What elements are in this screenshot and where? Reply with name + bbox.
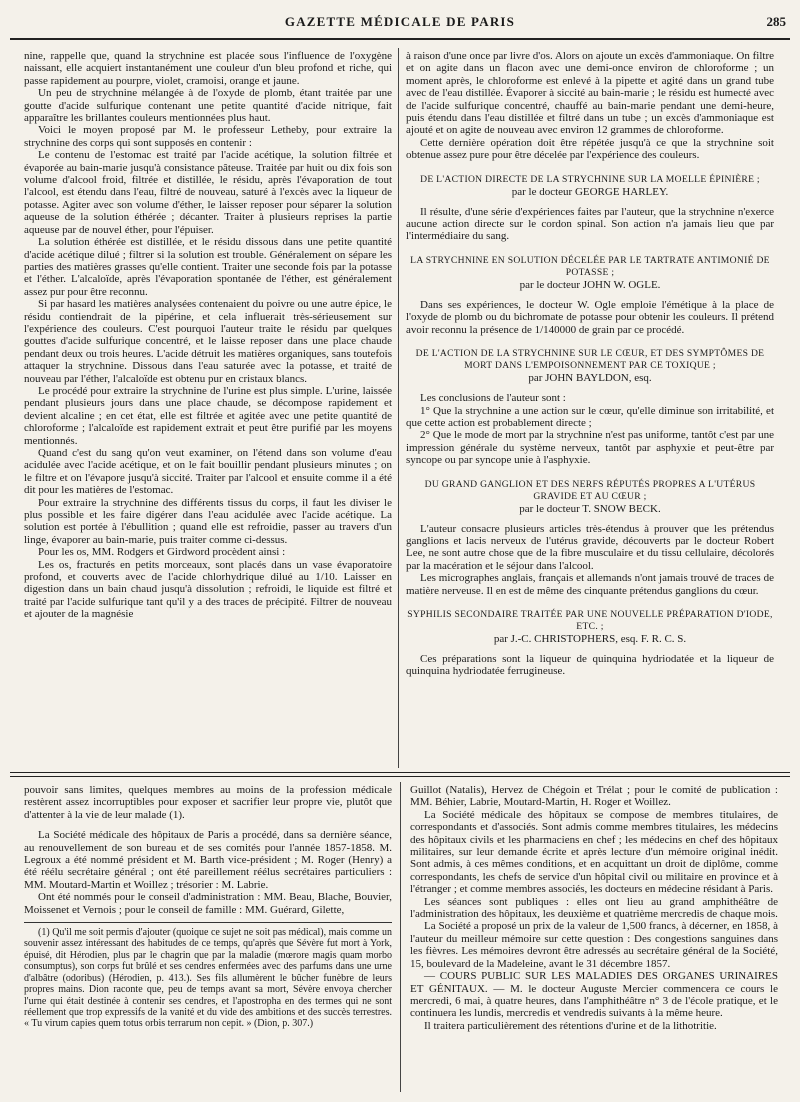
footnote-rule [24, 922, 392, 923]
section-heading [406, 348, 774, 384]
paragraph: Cette dernière opération doit être répétée jusqu'à ce que la strychnine soit obtenue assez pure pour être décelée par l'expérience des couleurs. [406, 136, 774, 162]
paragraph: Le procédé pour extraire la strychnine de l'urine est plus simple. L'urine, laissée pendant plusieurs jours dans une place chaude, se décompose rapidement et devient alcaline ; en cet état, elle est filtrée et agitée avec une petite quantité de chloroforme ; l'alcaloïde est rapidement extrait et peut être purifié par les moyens mentionnés. [24, 384, 392, 447]
section-heading [406, 609, 774, 645]
page-header [0, 14, 800, 36]
paragraph: La Société médicale des hôpitaux se compose de membres titulaires, de correspondants et d'associés. Sont admis comme membres titulaires, les médecins des hôpitaux civils et les pharmaciens en chef ; les médecins en chef des hôpitaux militaires, sur leur demande écrite et après lecture d'un mémoire original inédit. Sont admis, à ces mêmes conditions, et en acquittant un droit de diplôme, comme correspondants, les chefs de service d'un hôpital civil ou militaire en province et à l'étranger ; et comme membres associés, les docteurs en médecine résidant à Paris. [410, 808, 778, 896]
paragraph: Les micrographes anglais, français et allemands n'ont jamais trouvé de traces de matière nerveuse. Il en est de même des cinquante prétendus ganglions du cœur. [406, 572, 774, 597]
section-byline: par le docteur GEORGE HARLEY. [511, 185, 669, 198]
section-title: DE L'ACTION DE LA STRYCHNINE SUR LE CŒUR, ET DES SYMPTÔMES DE MORT DANS L'EMPOISONNEMENT PAR CE TOXIQUE ; [415, 348, 765, 372]
paragraph: Ces préparations sont la liqueur de quinquina hydriodatée et la liqueur de quinquina hydriodatée ferrugineuse. [406, 652, 774, 678]
paragraph: à raison d'une once par livre d'os. Alors on ajoute un excès d'ammoniaque. On filtre et on agite dans un flacon avec une demi-once environ de chloroforme ; un moment après, le chloroforme est enlevé à la pipette et agité dans un grand tube avec de l'eau distillée. Évaporer à siccité au bain-marie ; le résidu est humecté avec de l'acide sulfurique concentré, chauffé au bain-marie pendant une demi-heure, puis étendu dans l'eau distillée et filtré dans un tube ; un excès d'ammoniaque est ajouté et on agite de nouveau avec environ 12 grammes de chloroforme. [406, 50, 774, 137]
paragraph: Les conclusions de l'auteur sont : [420, 392, 566, 405]
section-title: SYPHILIS SECONDAIRE TRAITÉE PAR UNE NOUVELLE PRÉPARATION D'IODE, ETC. ; [407, 608, 773, 632]
section-byline: par JOHN BAYLDON, esq. [528, 372, 652, 385]
paragraph: Pour extraire la strychnine des différents tissus du corps, il faut les diviser le plus possible et les faire digérer dans l'eau acidulée avec l'acide acétique. La solution est portée à l'ébullition ; quand elle est refroidie, passer au travers d'un linge, évaporer au bain-marie, puis traiter comme ci-dessus. [24, 496, 392, 546]
column-bottom-right [410, 784, 778, 1094]
column-bottom-left [24, 784, 392, 1094]
header-rule [10, 38, 790, 40]
paragraph: La Société médicale des hôpitaux de Paris a procédé, dans sa dernière séance, au renouvellement de son bureau et de ses comités pour l'année 1857-1858. M. Legroux a été nommé président et M. Barth vice-président ; M. Roger (Henry) a été réélu secrétaire général ; ont été pareillement réélus secrétaires particuliers : MM. Moutard-Martin et Woillez ; trésorier : M. Labrie. [24, 829, 392, 891]
paragraph: La Société a proposé un prix de la valeur de 1,500 francs, à décerner, en 1858, à l'auteur du meilleur mémoire sur cette question : Des congestions sanguines dans les fièvres. Les mémoires devront être adressés au secrétaire général de la Société, 15, boulevard de la Madeleine, avant le 31 décembre 1857. [410, 920, 778, 970]
paragraph: Un peu de strychnine mélangée à de l'oxyde de plomb, étant traitée par une goutte d'acide sulfurique contenant une petite quantité d'acide nitrique, fait apparaître les brillantes couleurs mentionnées plus haut. [24, 87, 392, 125]
page-number: 285 [766, 14, 786, 29]
paragraph: Il traitera particulièrement des rétentions d'urine et de la lithotritie. [424, 1019, 717, 1032]
paragraph: Il résulte, d'une série d'expériences faites par l'auteur, que la strychnine n'exerce aucune action directe sur le cordon spinal. Son action n'a jamais lieu que par l'intermédiaire du sang. [406, 205, 774, 243]
section-separator [10, 772, 790, 773]
column-divider-bottom [400, 782, 401, 1092]
paragraph: La solution éthérée est distillée, et le résidu dissous dans une petite quantité d'acide acétique dilué ; filtrer si la solution est trouble. Généralement on sépare les parties des matières grasses qu'elle contient. Traiter une seconde fois par la potasse et l'éther. L'alcaloïde, après l'évaporation spontanée de l'éther, est généralement assez pur pour être reconnu. [24, 236, 392, 298]
paragraph: Ont été nommés pour le conseil d'administration : MM. Beau, Blache, Bouvier, Moissenet et Vernois ; pour le conseil de famille : MM. Guérard, Gilette, [24, 891, 392, 916]
paragraph: Le contenu de l'estomac est traité par l'acide acétique, la solution filtrée et évaporée au bain-marie jusqu'à consistance pâteuse. Traitée par huit ou dix fois son volume d'alcool froid, filtrée et distillée, le résidu, après l'évaporation de tout l'alcool, est étendu dans l'eau, filtré de nouveau, saturé à l'excès avec la liqueur de potasse. Agiter avec son volume d'éther, le laisser reposer pour séparer la solution aqueuse de la solution éthérée ; décanter. Traiter à plusieurs reprises la partie aqueuse par de nouvel éther, pour l'épuiser. [24, 149, 392, 236]
section-heading [406, 479, 774, 515]
paragraph: Dans ses expériences, le docteur W. Ogle emploie l'émétique à la place de l'oxyde de plomb ou du bichromate de potasse pour obtenir les couleurs. Il prétend avoir reconnu la présence de 1/140000 de grain par ce procédé. [406, 298, 774, 336]
paragraph: Pour les os, MM. Rodgers et Girdword procèdent ainsi : [38, 546, 286, 559]
paragraph: Voici le moyen proposé par M. le professeur Letheby, pour extraire la strychnine des corps qui sont supposés en contenir : [24, 124, 392, 149]
column-top-right [406, 50, 774, 768]
paragraph: Les séances sont publiques : elles ont lieu au grand amphithéâtre de l'administration des hôpitaux, les deuxième et quatrième mercredis de chaque mois. [410, 895, 778, 921]
journal-title: GAZETTE MÉDICALE DE PARIS [284, 14, 516, 29]
paragraph: Quand c'est du sang qu'on veut examiner, on l'étend dans son volume d'eau acidulée avec l'acide acétique, et on le fait bouillir pendant plusieurs minutes ; on le filtre et on l'évapore jusqu'à siccité. Traiter par l'alcool et ensuite comme il a été dit pour les matières de l'estomac. [24, 447, 392, 497]
paragraph: pouvoir sans limites, quelques membres au moins de la profession médicale restèrent assez incorruptibles pour exposer et sacrifier leur propre vie, plutôt que d'attenter à la vie de leur malade (1). [24, 784, 392, 821]
paragraph: nine, rappelle que, quand la strychnine est placée sous l'influence de l'oxygène naissant, elle acquiert instantanément une couleur d'un bleu profond et riche, qui passe rapidement au pourpre, violet, cramoisi, orange et jaune. [24, 50, 392, 87]
section-separator [10, 776, 790, 777]
column-top-left [24, 50, 392, 768]
section-heading [406, 174, 774, 198]
column-divider-top [398, 48, 399, 768]
section-title: DU GRAND GANGLION ET DES NERFS RÉPUTÉS PROPRES A L'UTÉRUS GRAVIDE ET AU CŒUR ; [424, 478, 756, 502]
section-heading [406, 255, 774, 291]
footnote [24, 927, 392, 1030]
paragraph: 2° Que le mode de mort par la strychnine n'est pas uniforme, tantôt c'est par une impression générale du système nerveux, tantôt par asphyxie et peut-être par syncope ou par syncope unie à l'asphyxie. [406, 429, 774, 467]
paragraph: Si par hasard les matières analysées contenaient du poivre ou une autre épice, le résidu contiendrait de la pipérine, et cela influerait très-sérieusement sur l'expérience des couleurs. C'est pourquoi l'auteur traite le résidu par quelques gouttes d'acide sulfurique concentré, et le laisse reposer dans une place chaude pendant deux ou trois heures. L'acide détruit les matières organiques, sans toutefois attaquer la strychnine. Dissous dans l'eau saturée avec la potasse, et traité de nouveau par l'éther, l'alcaloïde est obtenu pur en cristaux blancs. [24, 298, 392, 385]
section-title: DE L'ACTION DIRECTE DE LA STRYCHNINE SUR LA MOELLE ÉPINIÈRE ; [420, 173, 760, 185]
section-byline: par J.-C. CHRISTOPHERS, esq. F. R. C. S. [493, 632, 687, 645]
section-byline: par le docteur JOHN W. OGLE. [519, 278, 661, 291]
paragraph: 1° Que la strychnine a une action sur le cœur, qu'elle diminue son irritabilité, et que cette action est probablement directe ; [406, 404, 774, 429]
section-title: LA STRYCHNINE EN SOLUTION DÉCELÉE PAR LE TARTRATE ANTIMONIÉ DE POTASSE ; [410, 254, 770, 278]
footnote-text: (1) Qu'il me soit permis d'ajouter (quoique ce sujet ne soit pas médical), mais comme un souvenir assez intéressant des habitudes de ce temps, qu'après que Sévère fut mort à York, épuisé, dit Hérodien, plus par le chagrin que par la maladie (mœrore magis quam morbo consumptus), son corps fut brûlé et ses cendres enfermées avec des parfums dans une urne d'albâtre (odoribus) (Hérodien, p. 413.). Ses fils allumèrent le bûcher funèbre de leurs propres mains. Dion raconte que, peu de temps avant sa mort, Sévère envoya chercher l'urne qui était destinée à contenir ses cendres, et l'apostropha en des termes qui ne sont réellement que trop expressifs de la vanité et du vide des ambitions et des succès terrestres. « Tu virum capies quem totus orbis terrarum non cepit. » (Dion, p. 307.) [24, 927, 392, 1030]
paragraph: — COURS PUBLIC SUR LES MALADIES DES ORGANES URINAIRES ET GÉNITAUX. — M. le docteur Auguste Mercier commencera ce cours le mercredi, 6 mai, à quatre heures, dans l'amphithéâtre n° 3 de l'école pratique, et le continuera les lundis, mercredis et vendredis suivants à la même heure. [410, 970, 778, 1020]
spacer [24, 821, 392, 829]
paragraph: L'auteur consacre plusieurs articles très-étendus à prouver que les prétendus ganglions et lacis nerveux de l'utérus gravide, découverts par le docteur Robert Lee, ne sont autre chose que de la fibre musculaire et du tissu cellulaire, décolorés par la macération et le séjour dans l'alcool. [406, 522, 774, 572]
paragraph: Guillot (Natalis), Hervez de Chégoin et Trélat ; pour le comité de publication : MM. Béhier, Labrie, Moutard-Martin, H. Roger et Woillez. [410, 784, 778, 809]
section-byline: par le docteur T. SNOW BECK. [519, 502, 661, 515]
paragraph: Les os, fracturés en petits morceaux, sont placés dans un vase évaporatoire profond, et couverts avec de l'acide chlorhydrique dilué au 1/10. Laisser en digestion dans un bain chaud jusqu'à dissolution ; refroidi, le liquide est filtré et traité par l'acide sulfurique tant qu'il y a des traces de précipité. Filtrer de nouveau et ajouter de la magnésie [24, 558, 392, 621]
